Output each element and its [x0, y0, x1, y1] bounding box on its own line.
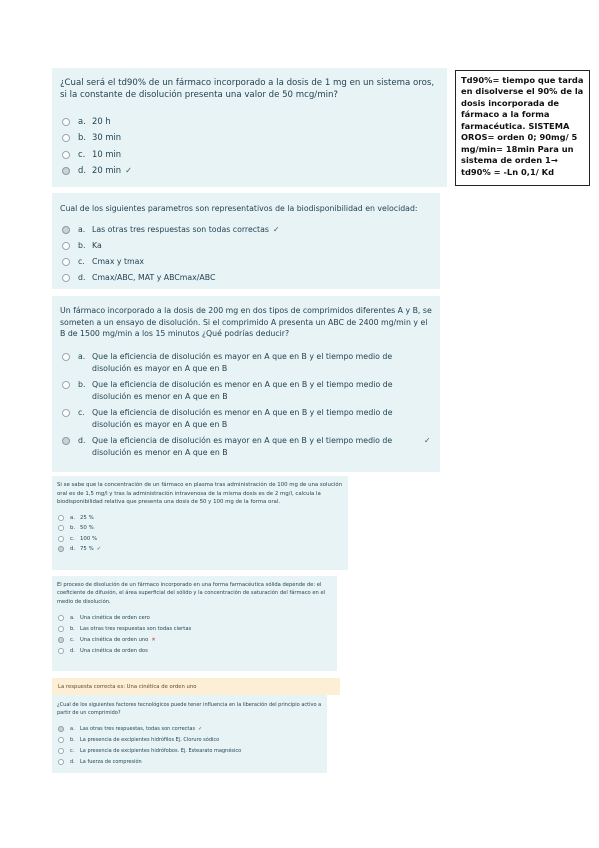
- option-text: 100 %: [80, 535, 98, 542]
- option-a[interactable]: a. Que la eficiencia de disolución es mayor en A que en B y el tiempo medio de disolución es mayor en A que en B: [60, 351, 432, 379]
- option-b[interactable]: b. Que la eficiencia de disolución es menor en A que en B y el tiempo medio de disolución es menor en A que en B: [60, 379, 432, 407]
- option-text: Que la eficiencia de disolución es menor en A que en B y el tiempo medio de disolución es menor en A que en B: [92, 380, 393, 401]
- annotation-note: Td90%= tiempo que tarda en disolverse el 90% de la dosis incorporada de fármaco a la forma farmacéutica. SISTEMA OROS= orden 0; 90mg/ 5 mg/min= 18min Para un sistema de orden 1→ td90% = -Ln 0,1/ Kd: [455, 70, 590, 186]
- question-card-4: [52, 476, 348, 570]
- radio-icon[interactable]: [58, 648, 64, 654]
- option-d[interactable]: d. 75 % ✓: [57, 546, 343, 557]
- option-text: Una cinética de orden cero: [80, 614, 150, 621]
- option-a[interactable]: a. Las otras tres respuestas, todas son correctas ✓: [57, 726, 322, 737]
- option-a[interactable]: a. 20 h: [60, 116, 439, 133]
- radio-icon[interactable]: [62, 381, 70, 389]
- option-c[interactable]: c. Una cinética de orden uno ✕: [57, 637, 332, 648]
- option-d[interactable]: d. Cmax/ABC, MAT y ABCmax/ABC: [60, 273, 432, 289]
- option-c[interactable]: c. La presencia de excipientes hidrófobos. Ej. Estearato magnésico: [57, 748, 322, 759]
- option-text: La presencia de excipientes hidrófilos Ej. Cloruro sódico: [80, 737, 220, 743]
- question-card-2: [52, 193, 440, 289]
- radio-icon[interactable]: [58, 515, 64, 521]
- option-text: Que la eficiencia de disolución es mayor en A que en B y el tiempo medio de disolución es menor en A que en B: [92, 436, 393, 457]
- option-b[interactable]: b. La presencia de excipientes hidrófilos Ej. Cloruro sódico: [57, 737, 322, 748]
- radio-selected-icon[interactable]: [62, 437, 70, 445]
- option-c[interactable]: c. Cmax y tmax: [60, 257, 432, 273]
- option-text: 75 %: [80, 546, 94, 553]
- options-list: [60, 351, 432, 463]
- option-d[interactable]: d. 20 min ✓: [60, 165, 439, 182]
- check-icon: ✓: [198, 726, 203, 732]
- option-text: Que la eficiencia de disolución es menor en A que en B y el tiempo medio de disolución es mayor en A que en B: [92, 408, 393, 429]
- radio-selected-icon[interactable]: [58, 637, 64, 643]
- question-card-6: [52, 695, 327, 773]
- radio-selected-icon[interactable]: [58, 726, 64, 732]
- radio-icon[interactable]: [62, 151, 70, 159]
- option-text: Las otras tres respuestas, todas son correctas: [80, 726, 196, 732]
- check-icon: ✓: [125, 165, 133, 176]
- radio-icon[interactable]: [62, 258, 70, 266]
- correct-answer-banner: La respuesta correcta es: Una cinética de orden uno: [52, 678, 340, 695]
- option-text: 50 %: [80, 525, 94, 532]
- radio-icon[interactable]: [62, 274, 70, 282]
- option-d[interactable]: d. Que la eficiencia de disolución es mayor en A que en B y el tiempo medio de disolución es menor en A que en B ✓: [60, 435, 432, 463]
- radio-icon[interactable]: [58, 759, 64, 765]
- option-text: Ka: [92, 241, 102, 251]
- check-icon: ✓: [272, 225, 280, 235]
- question-text: ¿Cual será el td90% de un fármaco incorporado a la dosis de 1 mg en un sistema oros, si la constante de disolución presenta una valor de 50 mcg/min?: [60, 78, 435, 101]
- question-text: El proceso de disolución de un fármaco incorporado en una forma farmacéutica sólida depende de: el coeficiente de difusión, el área superficial del sólido y la concentración de saturación del fármaco en el medio de disolución.: [57, 582, 326, 605]
- check-icon: ✓: [424, 436, 431, 446]
- option-text: 25 %: [80, 514, 94, 521]
- radio-selected-icon[interactable]: [58, 546, 64, 552]
- radio-icon[interactable]: [58, 748, 64, 754]
- option-text: Las otras tres respuestas son todas ciertas: [80, 625, 192, 632]
- option-text: 20 h: [92, 115, 111, 126]
- question-card-1: [52, 68, 447, 187]
- cross-icon: ✕: [151, 636, 156, 643]
- question-text: Cual de los siguientes parametros son representativos de la biodisponibilidad en velocidad:: [60, 204, 418, 213]
- option-d[interactable]: d. Una cinética de orden dos: [57, 648, 332, 659]
- option-text: La presencia de excipientes hidrófobos. Ej. Estearato magnésico: [80, 748, 242, 754]
- question-text: ¿Cual de los siguientes factores tecnológicos puede tener influencia en la liberación del principio activo a partir de un comprimido?: [57, 702, 322, 716]
- check-icon: ✓: [96, 546, 102, 553]
- option-b[interactable]: b. 30 min: [60, 132, 439, 149]
- option-a[interactable]: a. Una cinética de orden cero: [57, 615, 332, 626]
- option-b[interactable]: b. Ka: [60, 241, 432, 257]
- option-a[interactable]: a. Las otras tres respuestas son todas correctas ✓: [60, 225, 432, 241]
- options-list: [57, 726, 322, 770]
- radio-selected-icon[interactable]: [62, 167, 70, 175]
- radio-icon[interactable]: [62, 118, 70, 126]
- radio-icon[interactable]: [58, 737, 64, 743]
- question-text: Un fármaco incorporado a la dosis de 200 mg en dos tipos de comprimidos diferentes A y B, se someten a un ensayo de disolución. Si el comprimido A presenta un ABC de 2400 mg/min y el B de 1500 mg/min a los 15 minutos ¿Qué podrías deducir?: [60, 306, 432, 339]
- radio-icon[interactable]: [58, 615, 64, 621]
- option-d[interactable]: d. La fuerza de compresión: [57, 759, 322, 770]
- question-card-5: [52, 576, 337, 671]
- option-text: Cmax y tmax: [92, 257, 145, 267]
- option-text: Cmax/ABC, MAT y ABCmax/ABC: [92, 273, 216, 283]
- option-c[interactable]: c. 10 min: [60, 149, 439, 166]
- options-list: [57, 515, 343, 557]
- option-text: 20 min: [92, 165, 122, 176]
- option-c[interactable]: c. 100 %: [57, 536, 343, 547]
- options-list: [57, 615, 332, 659]
- option-b[interactable]: b. Las otras tres respuestas son todas ciertas: [57, 626, 332, 637]
- option-b[interactable]: b. 50 %: [57, 525, 343, 536]
- radio-icon[interactable]: [62, 134, 70, 142]
- radio-icon[interactable]: [58, 536, 64, 542]
- option-text: Una cinética de orden dos: [80, 647, 148, 654]
- option-text: La fuerza de compresión: [80, 759, 142, 765]
- options-list: [60, 116, 439, 182]
- question-text: Si se sabe que la concentración de un fármaco en plasma tras administración de 100 mg de una solución oral es de 1,5 mg/l y tras la administración intravenosa de la misma dosis es de 2 mg/l, calcula la biodisponibilidad relativa que presenta una dosis de 50 y 100 mg de la forma oral.: [57, 482, 343, 506]
- radio-icon[interactable]: [62, 409, 70, 417]
- option-text: 30 min: [92, 132, 122, 143]
- radio-icon[interactable]: [62, 242, 70, 250]
- radio-icon[interactable]: [62, 353, 70, 361]
- question-card-3: [52, 296, 440, 472]
- option-c[interactable]: c. Que la eficiencia de disolución es menor en A que en B y el tiempo medio de disolución es mayor en A que en B: [60, 407, 432, 435]
- radio-icon[interactable]: [58, 626, 64, 632]
- options-list: [60, 225, 432, 289]
- option-text: Las otras tres respuestas son todas correctas: [92, 225, 269, 235]
- option-text: 10 min: [92, 148, 122, 159]
- radio-icon[interactable]: [58, 525, 64, 531]
- option-text: Que la eficiencia de disolución es mayor en A que en B y el tiempo medio de disolución es mayor en A que en B: [92, 352, 393, 373]
- option-a[interactable]: a. 25 %: [57, 515, 343, 526]
- option-text: Una cinética de orden uno: [80, 636, 149, 643]
- radio-selected-icon[interactable]: [62, 226, 70, 234]
